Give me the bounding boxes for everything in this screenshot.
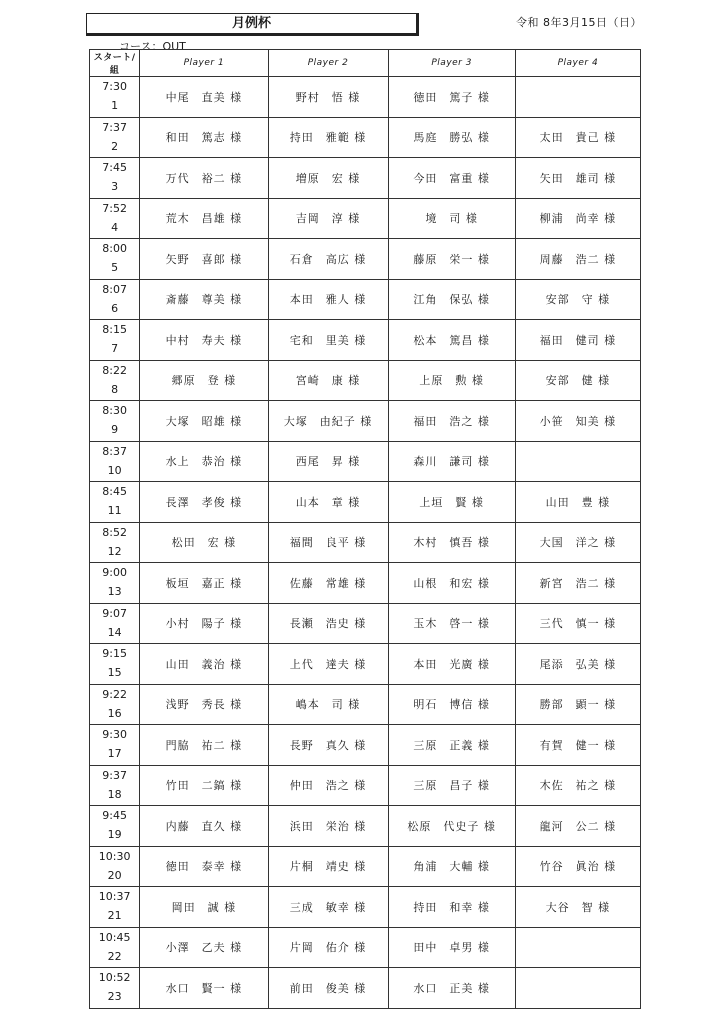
player-1-cell: 万代 裕二 様 <box>140 158 268 199</box>
start-time: 7:52 <box>102 201 127 215</box>
start-group-cell <box>90 482 140 523</box>
player-2-cell: 石倉 高広 様 <box>268 239 388 280</box>
player-3-cell: 持田 和幸 様 <box>388 887 515 928</box>
player-2-cell: 西尾 昇 様 <box>268 441 388 482</box>
player-3-cell: 山根 和宏 様 <box>388 563 515 604</box>
player-1-cell: 矢野 喜郎 様 <box>140 239 268 280</box>
start-time: 9:30 <box>102 728 127 741</box>
player-1-cell: 長澤 孝俊 様 <box>140 482 268 523</box>
player-2-cell: 山本 章 様 <box>268 482 388 523</box>
player-2-cell: 仲田 浩之 様 <box>268 765 388 806</box>
table-row <box>90 765 641 806</box>
start-time: 9:07 <box>102 606 127 620</box>
player-2-cell: 嶋本 司 様 <box>268 684 388 725</box>
player-1-cell: 郷原 登 様 <box>140 360 268 401</box>
group-number: 23 <box>107 990 122 1003</box>
player-2-cell: 増原 宏 様 <box>268 158 388 199</box>
player-1-cell: 小澤 乙夫 様 <box>140 927 268 968</box>
player-2-cell: 吉岡 淳 様 <box>268 198 388 239</box>
player-2-cell: 宅和 里美 様 <box>268 320 388 361</box>
player-3-cell: 上原 勲 様 <box>388 360 515 401</box>
player-2-cell: 野村 悟 様 <box>268 77 388 118</box>
player-3-cell: 明石 博信 様 <box>388 684 515 725</box>
player-3-cell: 徳田 篤子 様 <box>388 77 515 118</box>
player-3-cell: 上垣 賢 様 <box>388 482 515 523</box>
start-time: 7:45 <box>102 161 127 174</box>
player-3-cell: 馬庭 勝弘 様 <box>388 117 515 158</box>
start-group-cell <box>90 684 140 725</box>
player-1-cell: 荒木 昌雄 様 <box>140 198 268 239</box>
player-4-cell: 三代 慎一 様 <box>515 603 640 644</box>
player-2-cell: 片桐 靖史 様 <box>268 846 388 887</box>
player-4-cell: 小笹 知美 様 <box>515 401 640 442</box>
group-number: 3 <box>111 180 119 193</box>
start-group-cell <box>90 77 140 118</box>
group-number: 14 <box>107 625 122 639</box>
start-group-cell <box>90 846 140 887</box>
player-2-cell: 浜田 栄治 様 <box>268 806 388 847</box>
player-2-cell: 持田 雅範 様 <box>268 117 388 158</box>
player-1-cell: 小村 陽子 様 <box>140 603 268 644</box>
tee-time-rows <box>90 77 641 1009</box>
start-time: 8:37 <box>102 444 127 458</box>
player-3-cell: 角浦 大輔 様 <box>388 846 515 887</box>
start-time: 10:30 <box>98 849 131 863</box>
group-number: 9 <box>111 423 119 436</box>
header-row <box>90 50 641 77</box>
start-group-cell <box>90 887 140 928</box>
player-1-cell: 中尾 直美 様 <box>140 77 268 118</box>
group-number: 18 <box>107 787 122 801</box>
group-number: 17 <box>107 747 122 760</box>
group-number: 21 <box>107 909 122 922</box>
group-number: 13 <box>107 585 122 598</box>
course-label: コース：OUT <box>119 40 186 53</box>
player-3-cell: 今田 富重 様 <box>388 158 515 199</box>
column-header-player-4: Player 4 <box>515 50 640 77</box>
start-group-cell <box>90 239 140 280</box>
player-4-cell: 新宮 浩二 様 <box>515 563 640 604</box>
player-4-cell: 矢田 雄司 様 <box>515 158 640 199</box>
start-time: 7:30 <box>102 80 127 93</box>
player-3-cell: 境 司 様 <box>388 198 515 239</box>
player-3-cell: 福田 浩之 様 <box>388 401 515 442</box>
column-header-player-1: Player 1 <box>140 50 268 77</box>
player-2-cell: 長野 真久 様 <box>268 725 388 766</box>
table-row <box>90 806 641 847</box>
table-row <box>90 360 641 401</box>
player-4-cell: 木佐 祐之 様 <box>515 765 640 806</box>
start-time: 10:52 <box>98 971 131 984</box>
player-1-cell: 大塚 昭雄 様 <box>140 401 268 442</box>
player-2-cell: 長瀬 浩史 様 <box>268 603 388 644</box>
player-2-cell: 佐藤 常雄 様 <box>268 563 388 604</box>
group-number: 16 <box>107 706 122 720</box>
table-row <box>90 725 641 766</box>
player-3-cell: 森川 謙司 様 <box>388 441 515 482</box>
start-group-cell <box>90 401 140 442</box>
start-time: 9:37 <box>102 768 127 782</box>
player-3-cell: 藤原 栄一 様 <box>388 239 515 280</box>
group-number: 8 <box>111 382 119 396</box>
group-number: 11 <box>107 504 122 517</box>
table-row <box>90 441 641 482</box>
player-1-cell: 山田 義治 様 <box>140 644 268 685</box>
column-header-player-3: Player 3 <box>388 50 515 77</box>
player-1-cell: 門脇 祐二 様 <box>140 725 268 766</box>
player-3-cell: 木村 慎吾 様 <box>388 522 515 563</box>
group-number: 4 <box>111 220 119 234</box>
start-group-cell <box>90 117 140 158</box>
start-time: 8:45 <box>102 485 127 498</box>
player-4-cell: 大国 洋之 様 <box>515 522 640 563</box>
table-row <box>90 927 641 968</box>
start-group-cell <box>90 320 140 361</box>
start-time: 8:15 <box>102 323 127 336</box>
player-1-cell: 和田 篤志 様 <box>140 117 268 158</box>
player-2-cell: 三成 敏幸 様 <box>268 887 388 928</box>
player-4-cell: 周藤 浩二 様 <box>515 239 640 280</box>
document-date: 令和 8年3月15日（日） <box>516 16 642 29</box>
player-3-cell: 本田 光廣 様 <box>388 644 515 685</box>
player-3-cell: 松本 篤昌 様 <box>388 320 515 361</box>
player-1-cell: 中村 寿夫 様 <box>140 320 268 361</box>
group-number: 15 <box>107 666 122 679</box>
group-number: 1 <box>111 99 119 112</box>
column-header-player-2: Player 2 <box>268 50 388 77</box>
start-group-cell <box>90 441 140 482</box>
player-4-cell <box>515 927 640 968</box>
group-number: 19 <box>107 828 122 841</box>
player-4-cell: 安部 健 様 <box>515 360 640 401</box>
player-2-cell: 宮崎 康 様 <box>268 360 388 401</box>
player-4-cell: 山田 豊 様 <box>515 482 640 523</box>
start-group-cell <box>90 968 140 1009</box>
player-1-cell: 板垣 嘉正 様 <box>140 563 268 604</box>
table-row <box>90 684 641 725</box>
start-time: 9:00 <box>102 566 127 579</box>
start-group-cell <box>90 279 140 320</box>
player-1-cell: 竹田 二鎬 様 <box>140 765 268 806</box>
table-row <box>90 968 641 1009</box>
group-number: 7 <box>111 342 119 355</box>
player-2-cell: 前田 俊美 様 <box>268 968 388 1009</box>
player-1-cell: 松田 宏 様 <box>140 522 268 563</box>
player-3-cell: 田中 卓男 様 <box>388 927 515 968</box>
table-row <box>90 644 641 685</box>
start-time: 10:37 <box>98 890 131 903</box>
table-row <box>90 279 641 320</box>
player-2-cell: 福間 良平 様 <box>268 522 388 563</box>
start-group-cell <box>90 603 140 644</box>
group-number: 20 <box>107 868 122 882</box>
start-group-cell <box>90 806 140 847</box>
table-row <box>90 603 641 644</box>
start-time: 10:45 <box>98 930 131 944</box>
column-header-start-group: スタート/組 <box>90 50 140 77</box>
tee-time-table <box>89 49 641 1009</box>
group-number: 5 <box>111 261 119 274</box>
player-1-cell: 岡田 誠 様 <box>140 887 268 928</box>
start-time: 8:52 <box>102 525 127 539</box>
player-4-cell: 有賀 健一 様 <box>515 725 640 766</box>
table-row <box>90 887 641 928</box>
start-group-cell <box>90 725 140 766</box>
player-2-cell: 上代 達夫 様 <box>268 644 388 685</box>
player-4-cell <box>515 77 640 118</box>
start-group-cell <box>90 765 140 806</box>
start-group-cell <box>90 644 140 685</box>
group-number: 12 <box>107 544 122 558</box>
table-row <box>90 320 641 361</box>
table-row <box>90 846 641 887</box>
start-time: 9:15 <box>102 647 127 660</box>
player-2-cell: 本田 雅人 様 <box>268 279 388 320</box>
table-row <box>90 158 641 199</box>
table-row <box>90 198 641 239</box>
table-row <box>90 117 641 158</box>
player-3-cell: 三原 昌子 様 <box>388 765 515 806</box>
start-time: 9:22 <box>102 687 127 701</box>
start-group-cell <box>90 158 140 199</box>
player-4-cell: 龍河 公二 様 <box>515 806 640 847</box>
start-group-cell <box>90 198 140 239</box>
start-time: 8:00 <box>102 242 127 255</box>
group-number: 10 <box>107 463 122 477</box>
player-3-cell: 江角 保弘 様 <box>388 279 515 320</box>
player-4-cell: 福田 健司 様 <box>515 320 640 361</box>
player-4-cell: 大谷 智 様 <box>515 887 640 928</box>
start-group-cell <box>90 563 140 604</box>
player-2-cell: 大塚 由紀子 様 <box>268 401 388 442</box>
player-4-cell <box>515 968 640 1009</box>
player-1-cell: 内藤 直久 様 <box>140 806 268 847</box>
player-4-cell: 竹谷 眞治 様 <box>515 846 640 887</box>
player-3-cell: 三原 正義 様 <box>388 725 515 766</box>
start-group-cell <box>90 927 140 968</box>
player-3-cell: 水口 正美 様 <box>388 968 515 1009</box>
start-time: 9:45 <box>102 809 127 822</box>
player-4-cell: 柳浦 尚幸 様 <box>515 198 640 239</box>
table-row <box>90 401 641 442</box>
player-4-cell: 安部 守 様 <box>515 279 640 320</box>
group-number: 2 <box>111 139 119 153</box>
player-1-cell: 浅野 秀長 様 <box>140 684 268 725</box>
document-title: 月例杯 <box>86 13 419 36</box>
player-2-cell: 片岡 佑介 様 <box>268 927 388 968</box>
start-time: 8:30 <box>102 404 127 417</box>
player-1-cell: 水口 賢一 様 <box>140 968 268 1009</box>
player-4-cell: 勝部 顕一 様 <box>515 684 640 725</box>
player-1-cell: 水上 恭治 様 <box>140 441 268 482</box>
table-row <box>90 239 641 280</box>
group-number: 22 <box>107 949 122 963</box>
start-time: 8:22 <box>102 363 127 377</box>
player-4-cell: 尾添 弘美 様 <box>515 644 640 685</box>
player-1-cell: 徳田 泰幸 様 <box>140 846 268 887</box>
table-row <box>90 77 641 118</box>
table-row <box>90 522 641 563</box>
table-row <box>90 482 641 523</box>
player-4-cell <box>515 441 640 482</box>
table-row <box>90 563 641 604</box>
player-1-cell: 斎藤 尊美 様 <box>140 279 268 320</box>
start-group-cell <box>90 360 140 401</box>
start-time: 7:37 <box>102 120 127 134</box>
group-number: 6 <box>111 301 119 315</box>
start-time: 8:07 <box>102 282 127 296</box>
player-3-cell: 玉木 啓一 様 <box>388 603 515 644</box>
player-3-cell: 松原 代史子 様 <box>388 806 515 847</box>
player-4-cell: 太田 貴己 様 <box>515 117 640 158</box>
start-group-cell <box>90 522 140 563</box>
